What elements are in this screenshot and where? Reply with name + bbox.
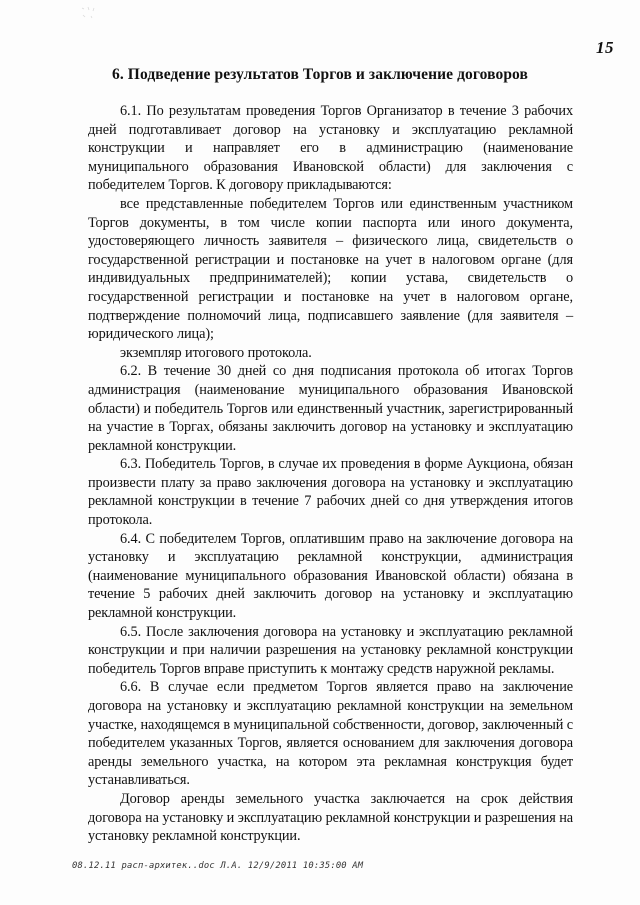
paragraph-final: Договор аренды земельного участка заключается на срок действия договора на установку и эксплуатацию рекламной конструкции и разрешения на установку рекламной конструкции.	[88, 790, 573, 845]
footer-file-info: 08.12.11 расп-архитек..doc Л.А. 12/9/2011 10:35:00 AM	[72, 861, 364, 871]
paragraph-6-3: 6.3. Победитель Торгов, в случае их проведения в форме Аукциона, обязан произвести плату за право заключения договора на установку и эксплуатацию рекламной конструкции в течение 7 рабочих дней со дня утверждения итогов протокола.	[88, 456, 573, 529]
paragraph-6-4: 6.4. С победителем Торгов, оплатившим право на заключение договора на установку и эксплуатацию рекламной конструкции, администрация (наименование муниципального образования Ивановской области) обязана в течение 5 рабочих дней заключить договор на установку и эксплуатацию рекламной конструкции.	[88, 530, 573, 622]
paragraph-6-2: 6.2. В течение 30 дней со дня подписания протокола об итогах Торгов администрация (наименование муниципального образования Ивановской области) и победитель Торгов или единственный участник, зарегистрированный на участие в Торгах, обязаны заключить договор на установку и эксплуатацию рекламной конструкции.	[88, 363, 573, 454]
paragraph-6-1: 6.1. По результатам проведения Торгов Организатор в течение 3 рабочих дней подготавливает договор на установку и эксплуатацию рекламной конструкции и направляет его в администрацию (наименование муниципального образования Ивановской области) для заключения с победителем Торгов. К договору прикладываются:	[88, 103, 573, 194]
page-number: 15	[596, 38, 614, 57]
section-heading: 6. Подведение результатов Торгов и заключение договоров	[112, 66, 528, 83]
paragraph-6-6: 6.6. В случае если предметом Торгов является право на заключение договора на установку и эксплуатацию рекламной конструкции на земельном участке, находящемся в муниципальной собственности, договор, заключенный с победителем указанных Торгов, является основанием для заключения договора аренды земельного участка, на котором эта рекламная конструкция будет устанавливаться.	[88, 679, 573, 789]
paragraph-6-1-protocol: экземпляр итогового протокола.	[120, 344, 312, 361]
document-body	[88, 102, 573, 846]
paragraph-6-1-documents: все представленные победителем Торгов или единственным участником Торгов документы, в том числе копии паспорта или иного документа, удостоверяющего личность заявителя – физического лица, свидетельств о государственной регистрации и постановке на учет в налоговом органе (для индивидуальных предпринимателей); копии устава, свидетельств о государственной регистрации и постановке на учет в налоговом органе, подтверждение полномочий лица, подписавшего заявление (для заявителя – юридического лица);	[88, 195, 573, 343]
scan-artifact-icon	[80, 6, 100, 20]
paragraph-6-5: 6.5. После заключения договора на установку и эксплуатацию рекламной конструкции и при наличии разрешения на установку рекламной конструкции победитель Торгов вправе приступить к монтажу средств наружной рекламы.	[88, 623, 573, 677]
